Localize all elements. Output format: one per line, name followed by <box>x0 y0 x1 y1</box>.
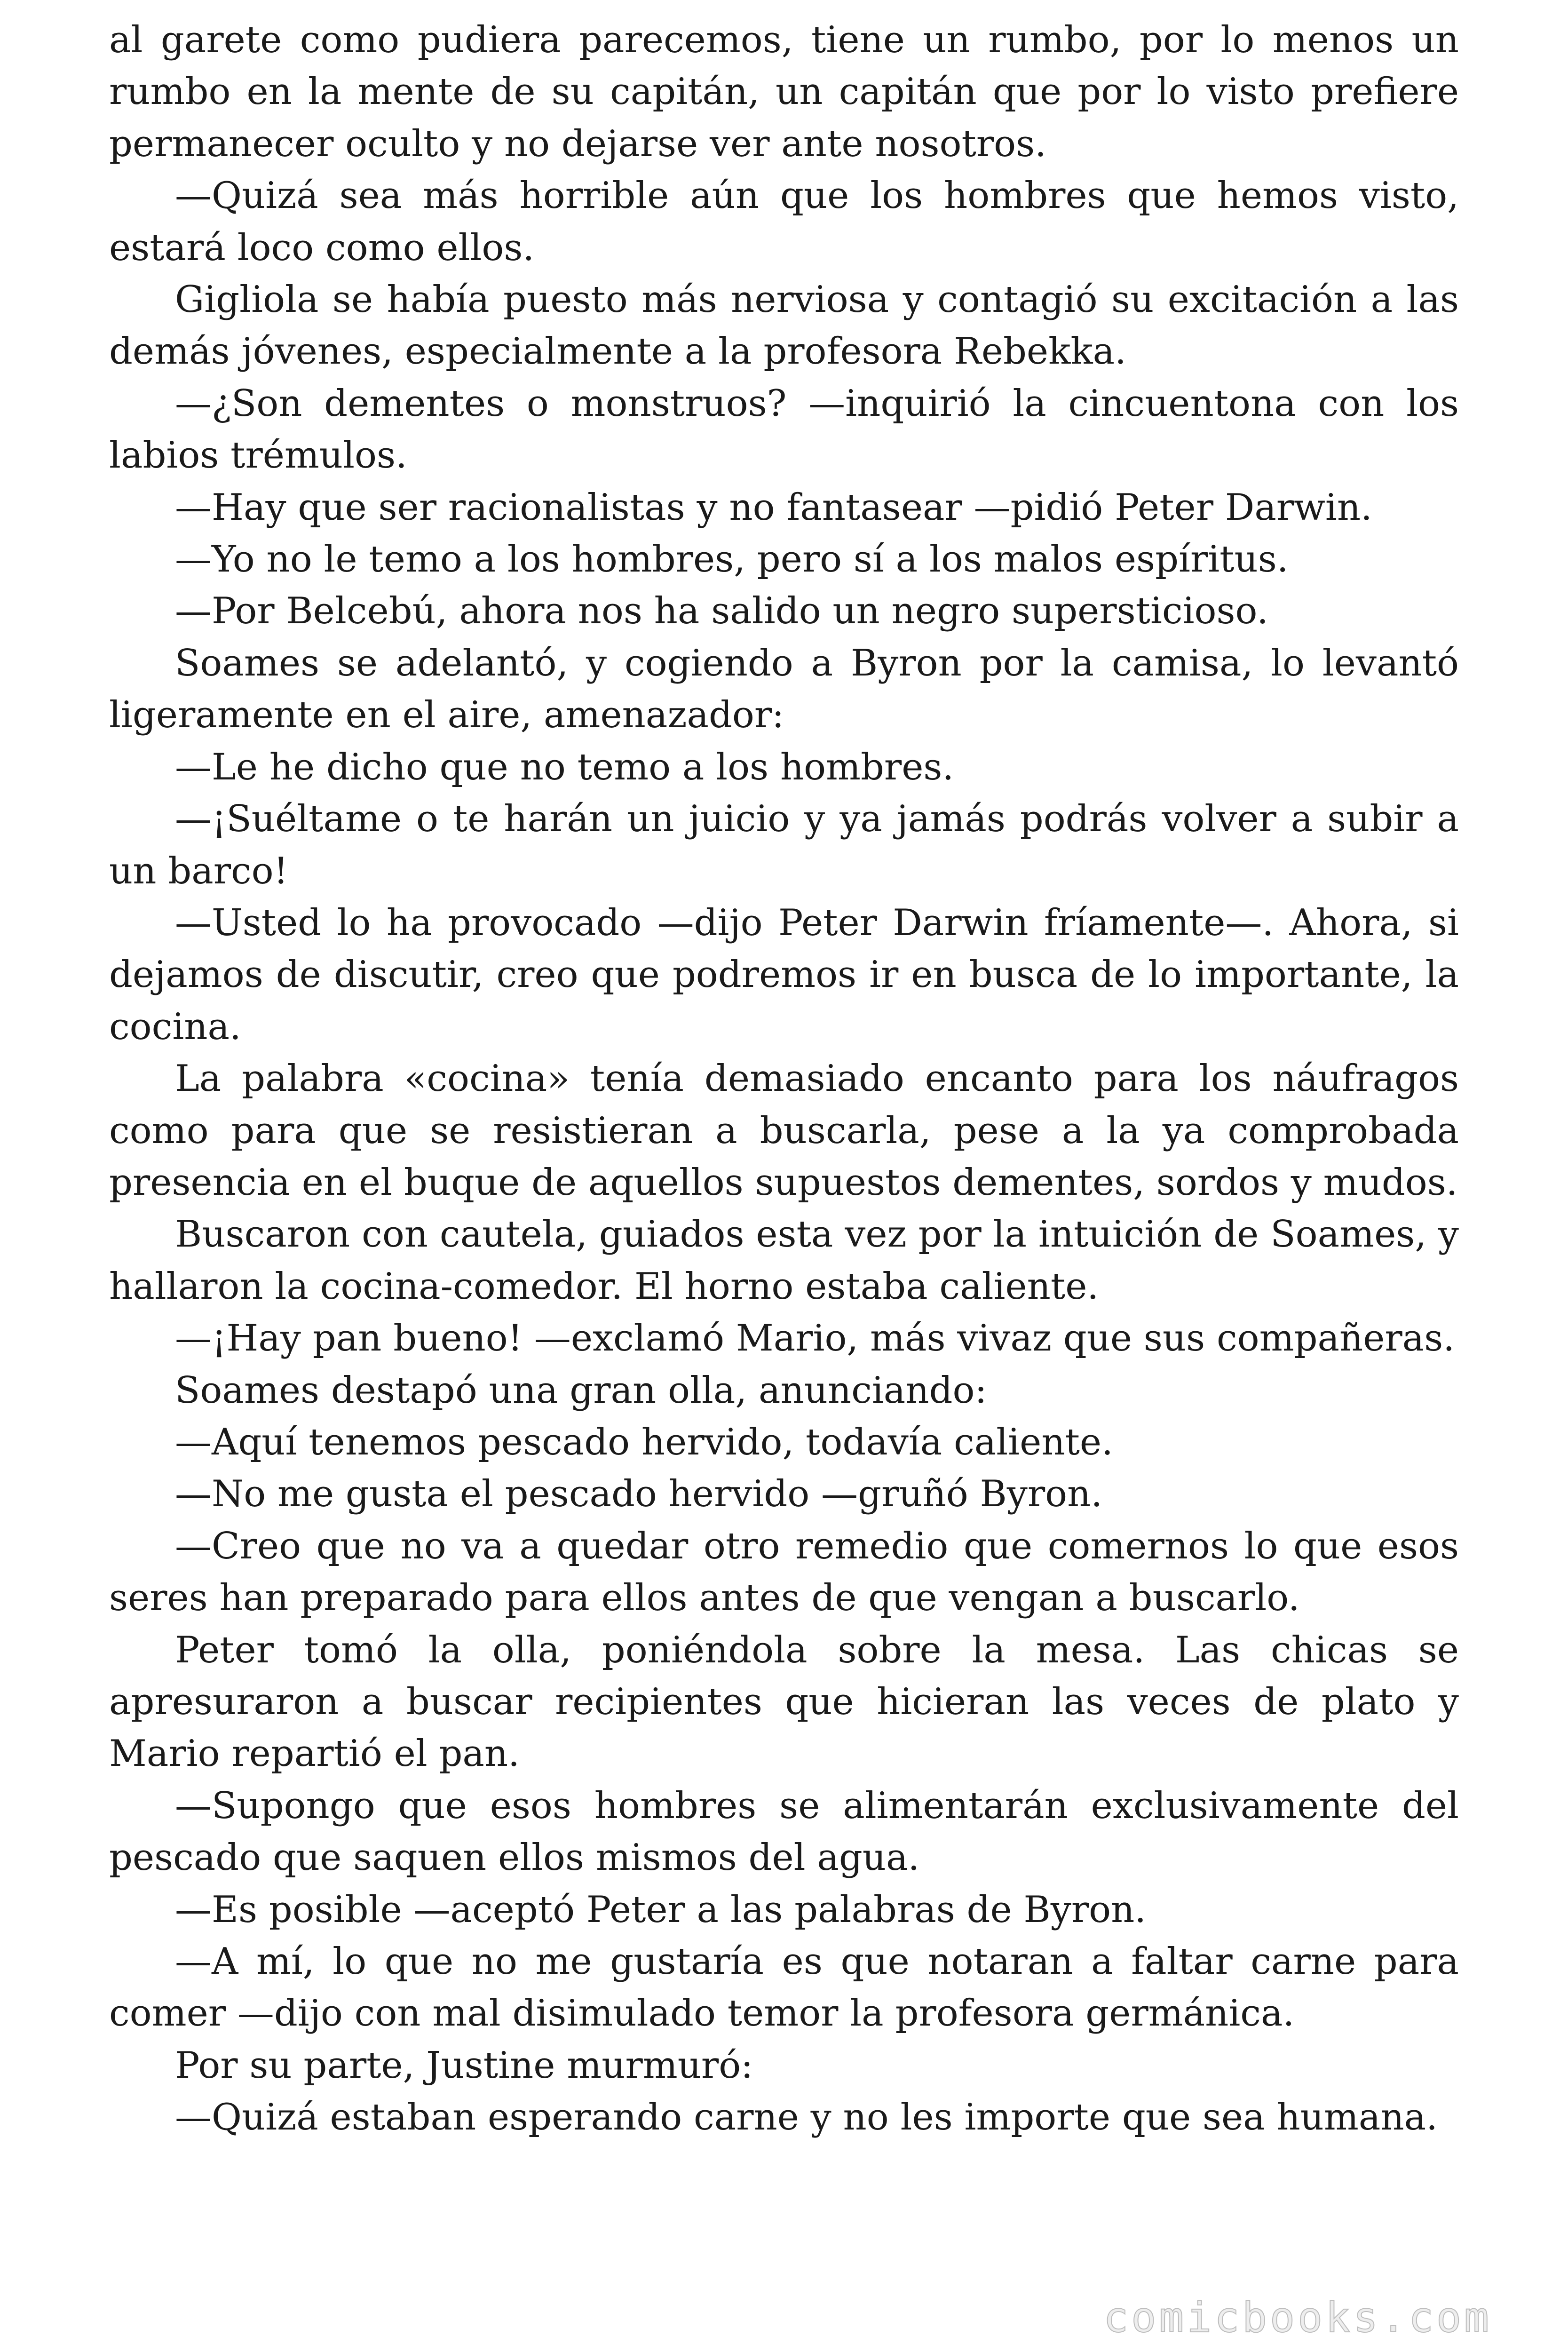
paragraph: —Hay que ser racionalistas y no fantasear —pidió Peter Darwin. <box>175 486 1372 529</box>
paragraph: Gigliola se había puesto más nerviosa y contagió su excitación a las demás jóvenes, especialmente a la profesora Rebekka. <box>109 278 1459 373</box>
paragraph: —A mí, lo que no me gustaría es que notaran a faltar carne para comer —dijo con mal disimulado temor la profesora germánica. <box>109 1940 1459 2035</box>
paragraph: —Le he dicho que no temo a los hombres. <box>175 746 954 788</box>
paragraph: al garete como pudiera parecemos, tiene un rumbo, por lo menos un rumbo en la mente de su capitán, un capitán que por lo visto prefiere permanecer oculto y no dejarse ver ante nosotros. <box>109 19 1459 165</box>
paragraph: Soames se adelantó, y cogiendo a Byron por la camisa, lo levantó ligeramente en el aire, amenazador: <box>109 642 1459 737</box>
paragraph: —Aquí tenemos pescado hervido, todavía caliente. <box>175 1421 1113 1463</box>
paragraph: Por su parte, Justine murmuró: <box>175 2044 753 2087</box>
paragraph: Soames destapó una gran olla, anunciando: <box>175 1369 987 1412</box>
paragraph: —¿Son dementes o monstruos? —inquirió la cincuentona con los labios trémulos. <box>109 382 1459 477</box>
paragraph: —Es posible —aceptó Peter a las palabras de Byron. <box>175 1888 1147 1931</box>
paragraph: —¡Suéltame o te harán un juicio y ya jamás podrás volver a subir a un barco! <box>109 798 1459 892</box>
paragraph: —No me gusta el pescado hervido —gruñó Byron. <box>175 1473 1103 1516</box>
paragraph: —Supongo que esos hombres se alimentarán exclusivamente del pescado que saquen ellos mismos del agua. <box>109 1784 1459 1879</box>
paragraph: Peter tomó la olla, poniéndola sobre la mesa. Las chicas se apresuraron a buscar recipientes que hicieran las veces de plato y Mario repartió el pan. <box>109 1629 1459 1775</box>
paragraph: —Por Belcebú, ahora nos ha salido un negro supersticioso. <box>175 590 1268 633</box>
watermark: comicbooks.com <box>1103 2293 1492 2342</box>
paragraph: —Yo no le temo a los hombres, pero sí a los malos espíritus. <box>175 538 1289 581</box>
paragraph: —Creo que no va a quedar otro remedio que comernos lo que esos seres han preparado para ellos antes de que vengan a buscarlo. <box>109 1525 1459 1620</box>
paragraph: —Quizá estaban esperando carne y no les importe que sea humana. <box>175 2096 1438 2139</box>
paragraph: —Quizá sea más horrible aún que los hombres que hemos visto, estará loco como ellos. <box>109 175 1459 269</box>
paragraph: Buscaron con cautela, guiados esta vez por la intuición de Soames, y hallaron la cocina-comedor. El horno estaba caliente. <box>109 1213 1459 1308</box>
paragraph: —¡Hay pan bueno! —exclamó Mario, más vivaz que sus compañeras. <box>175 1317 1455 1360</box>
paragraph: La palabra «cocina» tenía demasiado encanto para los náufragos como para que se resistieran a buscarla, pese a la ya comprobada presencia en el buque de aquellos supuestos dementes, sordos y mudos. <box>109 1057 1459 1204</box>
page-body <box>109 14 1459 2144</box>
paragraph: —Usted lo ha provocado —dijo Peter Darwin fríamente—. Ahora, si dejamos de discutir, creo que podremos ir en busca de lo importante, la cocina. <box>109 901 1459 1048</box>
